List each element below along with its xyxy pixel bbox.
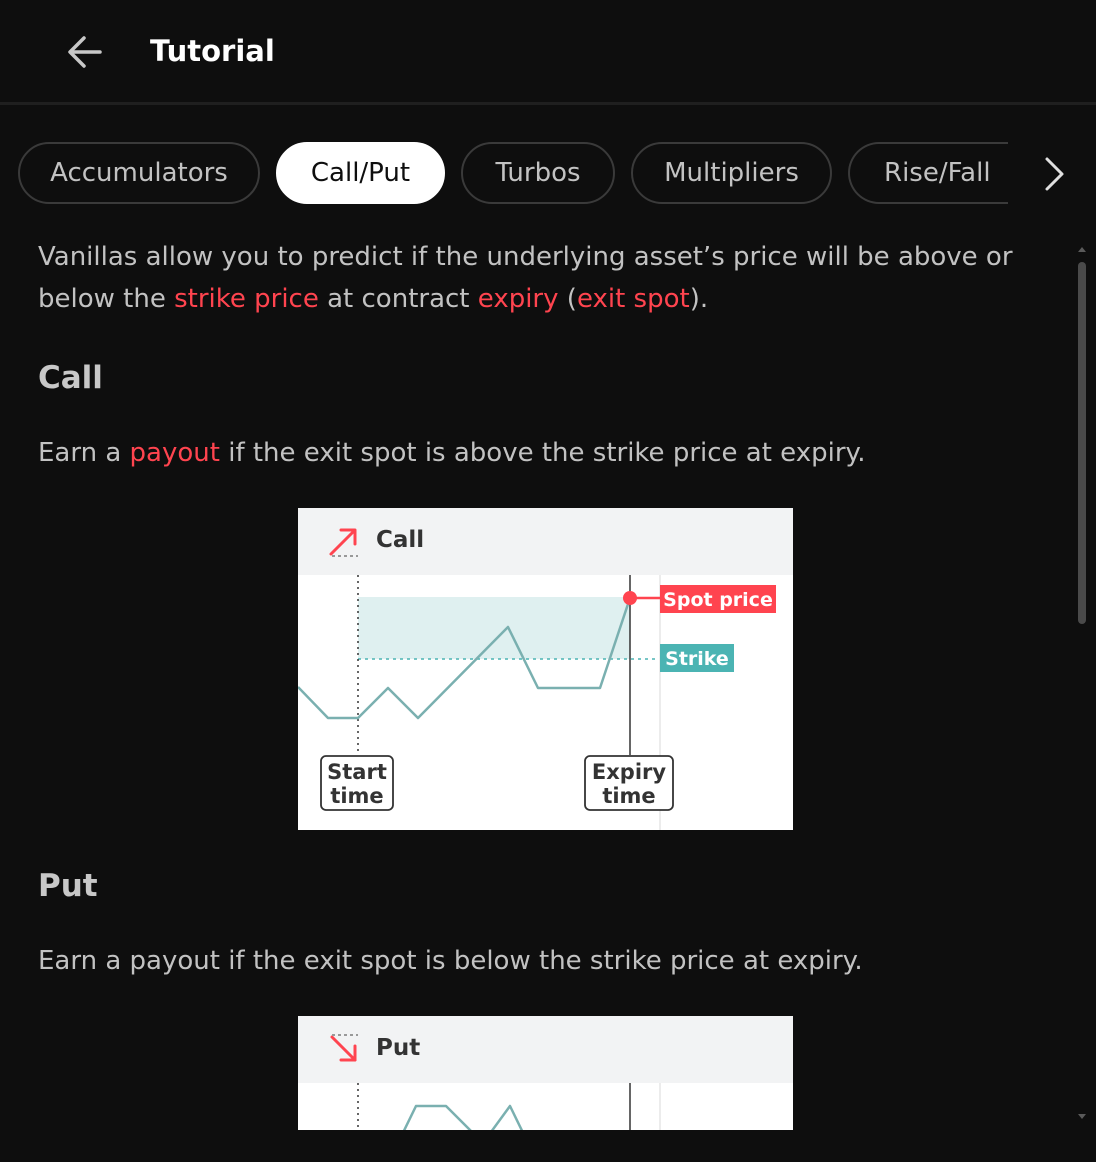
start-label-line2: time: [330, 784, 384, 808]
start-label-line1: Start: [327, 760, 387, 784]
tab-accumulators[interactable]: Accumulators: [18, 142, 260, 204]
expiry-label-line2: time: [602, 784, 656, 808]
spot-price-label: Spot price: [663, 589, 773, 611]
call-card-title: Call: [376, 527, 425, 553]
intro-text: Vanillas allow you to predict if the underlying asset’s price will be above or below the strike price at contract expiry (exit spot).: [38, 242, 1013, 314]
back-button[interactable]: [64, 32, 108, 72]
tab-multipliers[interactable]: Multipliers: [631, 142, 832, 204]
call-chart: [298, 575, 793, 830]
strike-price-link[interactable]: strike price: [174, 284, 319, 314]
tab-call-put[interactable]: Call/Put: [276, 142, 445, 204]
chevron-right-icon: [1034, 154, 1074, 194]
scroll-down-icon[interactable]: [1076, 1112, 1088, 1122]
scroll-up-icon[interactable]: [1076, 244, 1088, 254]
tab-rise-fall[interactable]: Rise/Fall: [848, 142, 1008, 204]
expiry-link[interactable]: expiry: [477, 284, 559, 314]
strike-label: Strike: [665, 648, 729, 670]
put-illustration: [298, 1016, 793, 1130]
call-description: Earn a payout if the exit spot is above the strike price at expiry.: [38, 438, 866, 468]
scroll-thumb[interactable]: [1078, 262, 1086, 624]
payout-zone: [358, 597, 630, 659]
arrow-down-right-icon: [328, 1032, 362, 1066]
exit-spot-link[interactable]: exit spot: [576, 284, 690, 314]
tab-bar: [0, 140, 1096, 210]
call-heading: Call: [38, 360, 103, 396]
scrollbar[interactable]: [1072, 240, 1092, 1130]
put-description: Earn a payout if the exit spot is below the strike price at expiry.: [38, 946, 863, 976]
arrow-up-right-icon: [328, 524, 362, 558]
tab-turbos[interactable]: Turbos: [461, 142, 615, 204]
tutorial-content: [38, 236, 1058, 1130]
put-chart: [298, 1083, 793, 1130]
page-title: Tutorial: [150, 34, 275, 68]
put-price-path: [398, 1106, 528, 1130]
tabs-next-button[interactable]: [1034, 154, 1074, 194]
payout-link[interactable]: payout: [129, 438, 220, 468]
arrow-left-icon: [64, 32, 108, 72]
call-card-header: [298, 508, 793, 575]
put-heading: Put: [38, 868, 98, 904]
put-card-title: Put: [376, 1035, 421, 1061]
spot-price-marker: [623, 591, 637, 605]
call-illustration: [298, 508, 793, 830]
put-card-header: [298, 1016, 793, 1083]
expiry-label-line1: Expiry: [591, 760, 667, 784]
header: [0, 0, 1096, 105]
